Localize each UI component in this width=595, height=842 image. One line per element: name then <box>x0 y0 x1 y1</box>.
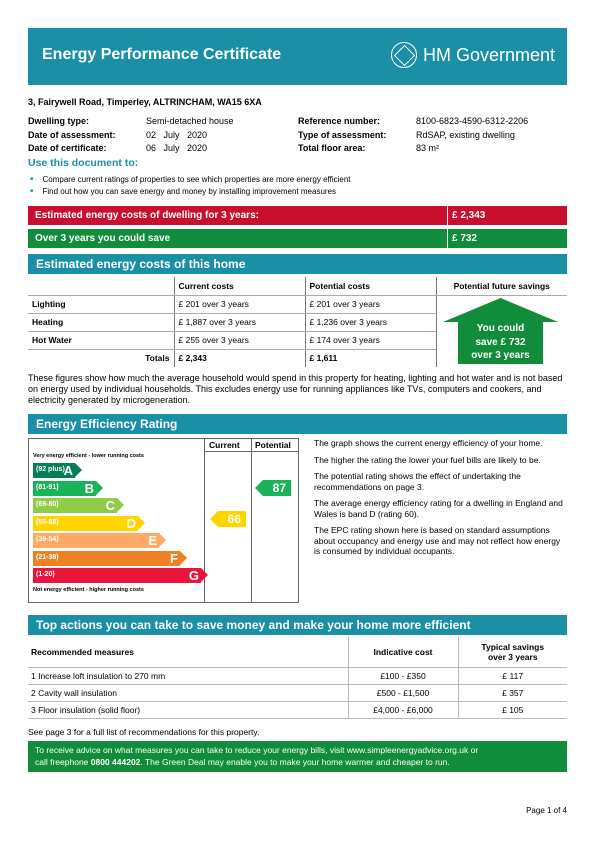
band-f <box>33 551 180 566</box>
section-title: Energy Efficiency Rating <box>36 417 178 431</box>
paragraph: The EPC rating shown here is based on standard assumptions about occupancy and energy use and may not reflect how energy is consumed by individual occupants. <box>314 525 561 556</box>
band-range: (55-68) <box>36 518 59 526</box>
property-address: 3, Fairywell Road, Timperley, ALTRINCHAM, WA15 6XA <box>28 97 262 107</box>
meta-left <box>28 115 234 156</box>
totals-label: Totals <box>145 353 170 364</box>
save-label: Over 3 years you could save <box>35 233 171 244</box>
potential-rating: 87 <box>263 480 291 496</box>
band-letter: B <box>84 480 94 496</box>
band-range: (69-80) <box>36 501 59 508</box>
band-d <box>33 516 138 531</box>
arrow-line: save £ 732 <box>475 336 526 348</box>
gov-name: HM Government <box>422 44 555 65</box>
see-page-note: See page 3 for a full list of recommendations for this property. <box>28 727 260 737</box>
savings: £ 117 <box>458 667 567 684</box>
meta-label: Reference number: <box>298 116 381 126</box>
actions-section-header <box>28 615 567 635</box>
advice-phone: 0800 444202 <box>90 757 141 767</box>
save-value: £ 732 <box>452 233 478 244</box>
band-a <box>33 463 75 478</box>
page-number: Page 1 of 4 <box>526 806 567 815</box>
col-cost: Indicative cost <box>348 637 458 667</box>
meta-row <box>28 115 234 129</box>
efficiency-section-header <box>28 414 567 434</box>
use-bullets <box>30 174 351 198</box>
col-current: Current costs <box>174 277 305 295</box>
cell-potential: £ 1,236 over 3 years <box>305 313 436 331</box>
bottom-note: Not energy efficient - higher running costs <box>33 587 144 593</box>
col-savings: Potential future savings <box>436 277 567 295</box>
arrow-line: You could <box>476 323 525 334</box>
bullet-item: • Compare current ratings of properties to see which properties are more energy efficient <box>30 174 351 186</box>
section-title: Estimated energy costs of this home <box>36 257 246 271</box>
measure: 1 Increase loft insulation to 270 mm <box>28 667 348 684</box>
band-e <box>33 533 159 548</box>
cell-current: £ 1,887 over 3 years <box>174 313 305 331</box>
band-range: (81-91) <box>36 483 59 491</box>
table-row <box>28 684 567 701</box>
advice-line <box>35 756 560 768</box>
estimated-cost-value: £ 2,343 <box>452 210 486 221</box>
use-title: Use this document to: <box>28 157 139 169</box>
row-label: Heating <box>28 313 174 331</box>
measure: 2 Cavity wall insulation <box>28 684 348 701</box>
savings: £ 357 <box>458 684 567 701</box>
cell-potential: £ 201 over 3 years <box>305 295 436 313</box>
meta-value: 83 m² <box>416 143 440 153</box>
cost: £100 - £350 <box>348 667 458 684</box>
meta-label: Type of assessment: <box>298 129 387 140</box>
band-letter: D <box>126 515 136 531</box>
bullet-item: • Find out how you can save energy and money by installing improvement measures <box>30 186 351 198</box>
advice-box <box>28 741 567 772</box>
costs-section-header <box>28 254 567 274</box>
meta-row <box>298 115 528 129</box>
col-potential: Potential costs <box>305 277 436 295</box>
band-letter: G <box>188 568 199 583</box>
total-current: £ 2,343 <box>174 349 305 367</box>
cost: £500 - £1,500 <box>348 684 458 701</box>
band-g <box>33 568 201 583</box>
meta-value: RdSAP, existing dwelling <box>416 129 515 140</box>
meta-label: Dwelling type: <box>28 116 90 126</box>
band-letter: E <box>148 533 157 548</box>
band-range: (21-38) <box>36 553 59 561</box>
advice-text: . The Green Deal may enable you to make your home warmer and cheaper to run. <box>140 757 450 767</box>
savings: £ 105 <box>458 701 567 718</box>
band-range: (39-54) <box>36 536 59 543</box>
table-row <box>28 667 567 684</box>
meta-value: Semi-detached house <box>146 116 234 126</box>
gov-logo <box>391 42 555 68</box>
page-title: Energy Performance Certificate <box>42 46 282 63</box>
cell-potential: £ 174 over 3 years <box>305 331 436 349</box>
estimated-cost-label: Estimated energy costs of dwelling for 3 years: <box>35 210 259 221</box>
paragraph: The higher the rating the lower your fuel bills are likely to be. <box>314 454 541 465</box>
meta-label: Date of assessment: <box>28 129 116 140</box>
cost: £4,000 - £6,000 <box>348 701 458 718</box>
paragraph: The graph shows the current energy efficiency of your home. <box>314 438 543 448</box>
band-range: (92 plus) <box>36 466 65 473</box>
meta-label: Date of certificate: <box>28 143 107 153</box>
col-savings <box>458 637 567 667</box>
cell-current: £ 201 over 3 years <box>174 295 305 313</box>
top-note: Very energy efficient - lower running costs <box>33 453 144 459</box>
row-label: Lighting <box>28 295 174 313</box>
band-letter: A <box>63 463 73 478</box>
section-title: Top actions you can take to save money and make your home more efficient <box>36 618 471 632</box>
actions-table <box>28 637 567 719</box>
meta-value: 8100-6823-4590-6312-2206 <box>416 116 529 126</box>
savings-arrow-text <box>443 322 558 363</box>
meta-row <box>298 142 528 156</box>
cell-current: £ 255 over 3 years <box>174 331 305 349</box>
costs-note: These figures show how much the average household would spend in this property for heating, lighting and hot water and is not based on energy used by individual households. This excludes energy use for running appliances like TVs, computers and cookers, and electricity generated by microgeneration. <box>28 373 563 405</box>
paragraph: The average energy efficiency rating for a dwelling in England and Wales is band D (rating 60). <box>314 498 563 519</box>
col-potential-label: Potential <box>255 440 291 450</box>
meta-row <box>28 142 234 156</box>
table-row <box>28 701 567 718</box>
crest-icon <box>391 42 417 68</box>
arrow-line: over 3 years <box>471 350 530 361</box>
save-bar <box>28 229 567 248</box>
estimated-cost-bar <box>28 206 567 225</box>
header-banner <box>28 28 567 85</box>
savings-header-line: Typical savings <box>481 641 545 652</box>
col-measure: Recommended measures <box>28 637 348 667</box>
current-rating: 66 <box>218 511 246 527</box>
advice-line: To receive advice on what measures you can take to reduce your energy bills, visit www.simpleenergyadvice.org.uk or <box>35 745 479 755</box>
meta-label: Total floor area: <box>298 143 366 153</box>
band-range: (1-20) <box>36 571 55 578</box>
advice-text: call freephone <box>35 757 91 767</box>
total-potential: £ 1,611 <box>305 349 436 367</box>
efficiency-text <box>314 438 567 563</box>
band-b <box>33 481 96 496</box>
band-c <box>33 498 117 513</box>
meta-value: 06 July 2020 <box>146 143 208 153</box>
measure: 3 Floor insulation (solid floor) <box>28 701 348 718</box>
meta-right <box>298 115 528 156</box>
col-current-label: Current <box>209 440 240 450</box>
savings-header-line: over 3 years <box>487 651 538 662</box>
table-header-row <box>28 637 567 667</box>
band-letter: C <box>105 498 115 513</box>
meta-row <box>28 129 234 143</box>
row-label: Hot Water <box>28 331 174 349</box>
efficiency-graph <box>28 438 299 603</box>
paragraph: The potential rating shows the effect of undertaking the recommendations on page 3. <box>314 471 521 492</box>
band-letter: F <box>170 550 178 566</box>
table-header-row <box>28 277 567 295</box>
meta-value: 02 July 2020 <box>146 129 208 140</box>
meta-row <box>298 129 528 143</box>
